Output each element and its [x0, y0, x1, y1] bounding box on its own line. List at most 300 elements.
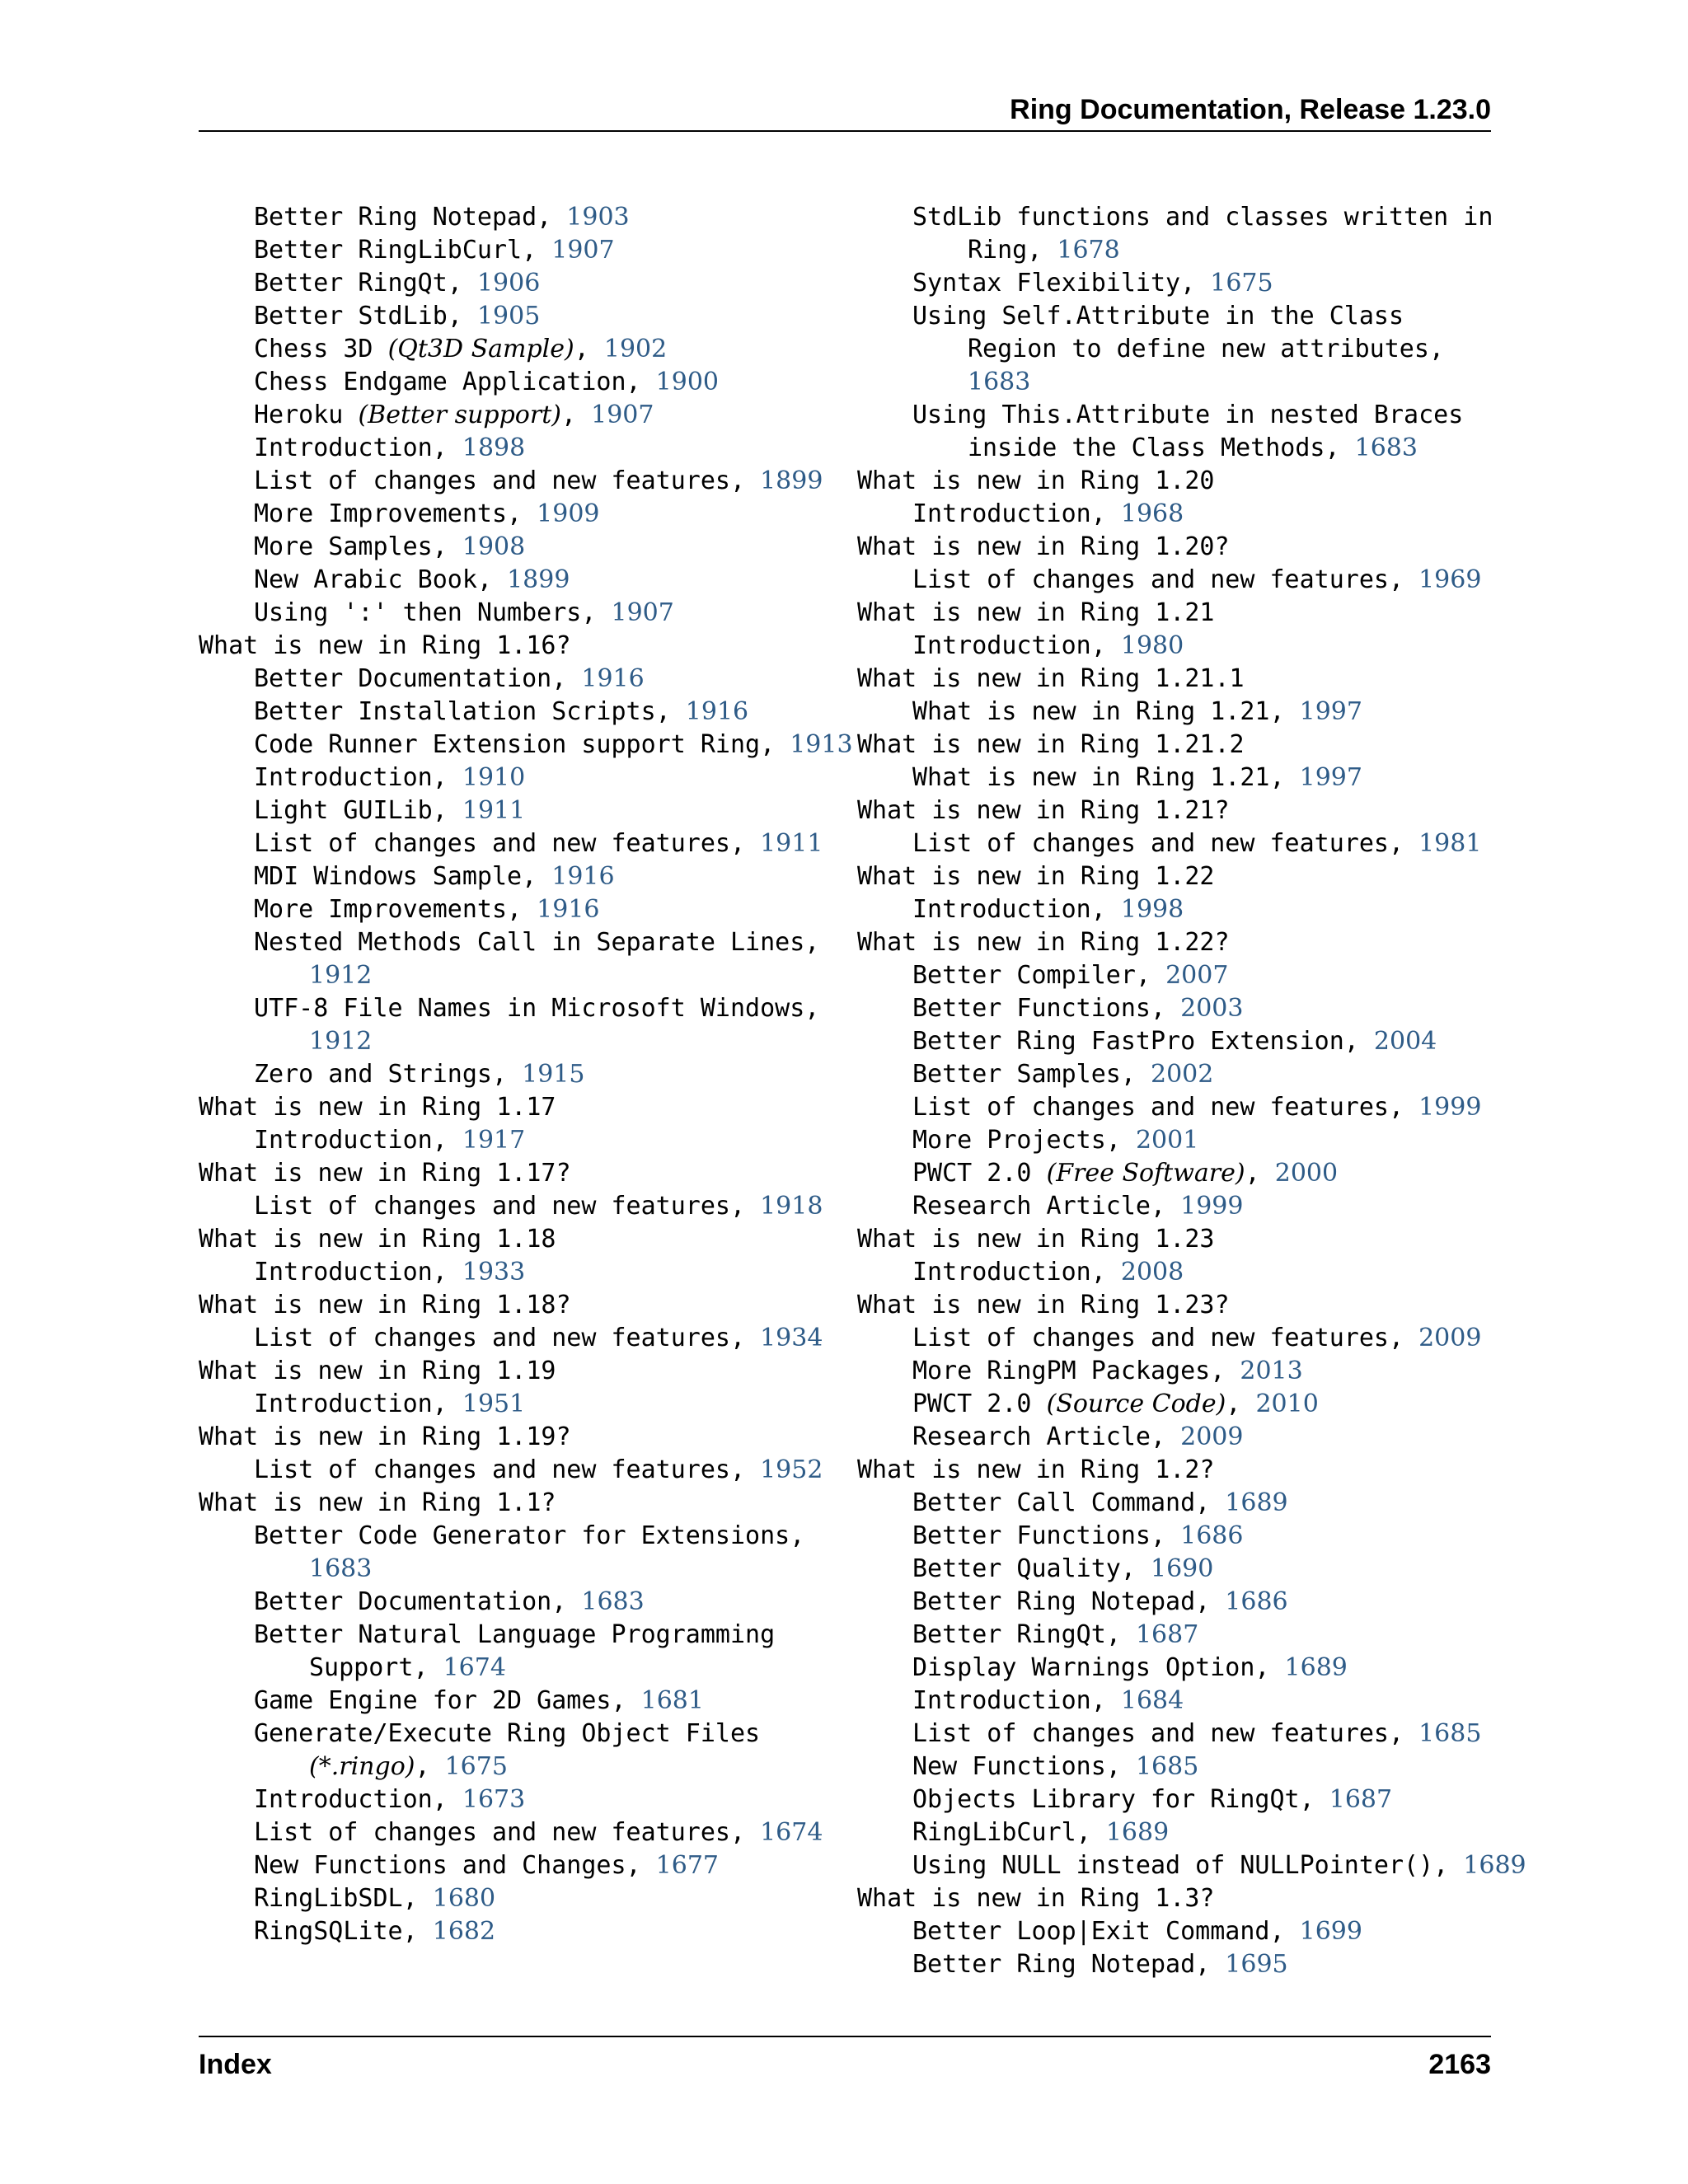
page-reference-link[interactable]: 1907 — [611, 598, 674, 627]
index-line — [857, 201, 1500, 234]
index-term: Better Ring FastPro Extension — [912, 1027, 1344, 1056]
index-subentry — [199, 498, 842, 531]
index-heading-entry — [199, 1223, 842, 1256]
page-reference-link[interactable]: 1916 — [551, 862, 615, 891]
index-term: Introduction — [912, 499, 1091, 528]
index-column-left — [199, 201, 853, 1948]
index-term: What is new in Ring 1.20 — [857, 466, 1215, 495]
index-line — [857, 1289, 1500, 1322]
index-heading-entry — [857, 465, 1500, 498]
index-term: List of changes and new features — [912, 1719, 1389, 1748]
index-line: Better Installation Scripts, 1916 — [254, 697, 749, 726]
page-reference-link[interactable]: 1903 — [566, 203, 630, 232]
page-reference-link[interactable]: 1689 — [1284, 1653, 1348, 1682]
index-heading-entry — [199, 1289, 842, 1322]
index-term: Using This.Attribute in nested Braces — [912, 401, 1464, 429]
index-term: Research Article — [912, 1422, 1151, 1451]
index-line: Better Call Command, 1689 — [912, 1488, 1288, 1517]
index-heading-entry — [199, 1091, 842, 1124]
index-term: More Samples — [254, 532, 433, 561]
index-subentry — [857, 893, 1500, 926]
page-reference-link[interactable]: 1677 — [655, 1851, 720, 1880]
index-line: List of changes and new features, 1981 — [912, 829, 1482, 858]
index-subentry — [199, 762, 842, 794]
index-subentry — [199, 564, 842, 597]
index-line: Using ':' then Numbers, 1907 — [254, 598, 674, 627]
index-subentry — [857, 1849, 1526, 1882]
page-reference-link[interactable]: 2008 — [1120, 1258, 1184, 1286]
index-term: Better Samples — [912, 1060, 1121, 1089]
index-term: Introduction — [912, 1258, 1091, 1286]
page-reference-link[interactable]: 1683 — [309, 1554, 373, 1583]
index-subentry — [199, 926, 842, 992]
page-reference-link[interactable]: 1934 — [760, 1324, 823, 1352]
index-term: Better RingQt — [254, 269, 448, 298]
index-line: Introduction, 1998 — [912, 895, 1184, 924]
index-term: Heroku — [254, 401, 344, 429]
page-reference-link[interactable]: 1687 — [1329, 1785, 1393, 1814]
index-subentry — [857, 696, 1500, 729]
index-subentry — [199, 1816, 842, 1849]
index-term: Research Article — [912, 1192, 1151, 1221]
index-line — [857, 399, 1500, 432]
index-term: What is new in Ring 1.17 — [199, 1093, 556, 1122]
index-line: Better Functions, 2003 — [912, 994, 1244, 1023]
page-reference-link[interactable]: 1683 — [1354, 434, 1418, 462]
index-term: Using NULL instead of NULLPointer() — [912, 1851, 1434, 1880]
index-subentry — [857, 1520, 1500, 1553]
index-term: List of changes and new features — [254, 466, 730, 495]
index-term: What is new in Ring 1.21? — [857, 796, 1230, 825]
index-line: More Samples, 1908 — [254, 532, 526, 561]
index-subentry — [199, 597, 842, 630]
index-subentry — [857, 959, 1500, 992]
index-subentry — [199, 860, 842, 893]
index-term: Introduction — [912, 631, 1091, 660]
index-term: Using ':' then Numbers — [254, 598, 582, 627]
index-line — [857, 1882, 1500, 1915]
index-term: Introduction — [254, 1258, 433, 1286]
index-line — [857, 333, 1500, 366]
index-line: Introduction, 1917 — [254, 1126, 526, 1155]
index-line: Better Compiler, 2007 — [912, 961, 1229, 990]
index-line: Game Engine for 2D Games, 1681 — [254, 1686, 704, 1715]
index-line: List of changes and new features, 1969 — [912, 565, 1482, 594]
page-reference-link[interactable]: 1910 — [462, 763, 526, 792]
page-reference-link[interactable]: 1907 — [551, 236, 615, 265]
index-term: Region to define new attributes, — [968, 335, 1444, 363]
index-line: Better Ring Notepad, 1695 — [912, 1950, 1288, 1979]
index-heading-entry — [857, 597, 1500, 630]
index-heading-entry — [857, 926, 1500, 959]
index-line: RingLibCurl, 1689 — [912, 1818, 1170, 1847]
page-reference-link[interactable]: 1689 — [1225, 1488, 1288, 1517]
index-line: inside the Class Methods, 1683 — [968, 434, 1418, 462]
index-line — [857, 1223, 1500, 1256]
page-reference-link[interactable]: 2009 — [1180, 1422, 1244, 1451]
page-reference-link[interactable]: 1674 — [760, 1818, 823, 1847]
page-reference-link[interactable]: 1695 — [1225, 1950, 1288, 1979]
page-reference-link[interactable]: 2002 — [1151, 1060, 1214, 1089]
index-term: Introduction — [912, 1686, 1091, 1715]
index-subentry — [199, 201, 842, 234]
page-reference-link[interactable]: 2009 — [1418, 1324, 1482, 1352]
index-term: Better Quality — [912, 1554, 1121, 1583]
page-reference-link[interactable]: 1952 — [760, 1455, 823, 1484]
index-line — [199, 1553, 842, 1586]
index-term: Better Functions — [912, 1521, 1151, 1550]
index-subentry — [857, 1190, 1500, 1223]
index-line — [199, 1157, 842, 1190]
page-reference-link[interactable]: 1675 — [1210, 269, 1273, 298]
page-reference-link[interactable]: 1686 — [1225, 1587, 1288, 1616]
index-term: Display Warnings Option — [912, 1653, 1255, 1682]
index-term: What is new in Ring 1.23 — [857, 1225, 1215, 1254]
page-reference-link[interactable]: 1911 — [760, 829, 823, 858]
index-line: Chess 3D (Qt3D Sample), 1902 — [254, 335, 668, 363]
index-subentry — [199, 399, 842, 432]
index-line: Better Quality, 1690 — [912, 1554, 1214, 1583]
page-reference-link[interactable]: 1933 — [462, 1258, 526, 1286]
page-reference-link[interactable]: 1686 — [1180, 1521, 1244, 1550]
index-heading-entry — [199, 630, 842, 663]
index-line: List of changes and new features, 1911 — [254, 829, 823, 858]
index-term: Better RingQt — [912, 1620, 1106, 1649]
index-subentry — [857, 201, 1500, 267]
page-reference-link[interactable]: 1687 — [1135, 1620, 1199, 1649]
index-line: Code Runner Extension support Ring, 1913 — [254, 730, 853, 759]
index-line — [199, 630, 842, 663]
index-subentry — [857, 1619, 1500, 1652]
index-line: List of changes and new features, 1999 — [912, 1093, 1482, 1122]
index-term: PWCT 2.0 — [912, 1390, 1032, 1418]
page-reference-link[interactable]: 1898 — [462, 434, 526, 462]
index-subentry — [857, 1322, 1500, 1355]
index-heading-entry — [857, 729, 1500, 762]
index-term: What is new in Ring 1.21 — [912, 763, 1270, 792]
page-reference-link[interactable]: 1909 — [537, 499, 600, 528]
index-subentry — [199, 234, 842, 267]
page-reference-link[interactable]: 1911 — [462, 796, 526, 825]
index-term: What is new in Ring 1.18 — [199, 1225, 556, 1254]
index-term: What is new in Ring 1.16? — [199, 631, 571, 660]
page-reference-link[interactable]: 2003 — [1180, 994, 1244, 1023]
index-subentry — [857, 992, 1500, 1025]
index-heading-entry — [857, 794, 1500, 827]
index-term: Better Installation Scripts — [254, 697, 656, 726]
index-subentry — [199, 992, 842, 1058]
index-term: Chess Endgame Application — [254, 368, 626, 396]
page-reference-link[interactable]: 1968 — [1120, 499, 1184, 528]
index-line: PWCT 2.0 (Free Software), 2000 — [912, 1159, 1339, 1188]
index-term: Better Ring Notepad — [254, 203, 537, 232]
index-term: What is new in Ring 1.19? — [199, 1422, 571, 1451]
page-reference-link[interactable]: 2001 — [1135, 1126, 1199, 1155]
page-reference-link[interactable]: 1906 — [476, 269, 541, 298]
index-subentry — [857, 1586, 1500, 1619]
index-subentry — [857, 1091, 1500, 1124]
page-reference-link[interactable]: 2004 — [1373, 1027, 1437, 1056]
index-subentry — [199, 1718, 842, 1783]
page-reference-link[interactable]: 1683 — [581, 1587, 645, 1616]
index-line — [857, 465, 1500, 498]
index-subentry — [857, 564, 1500, 597]
index-subentry — [857, 498, 1500, 531]
page-reference-link[interactable]: 1999 — [1418, 1093, 1482, 1122]
index-heading-entry — [857, 663, 1500, 696]
page-reference-link[interactable]: 1915 — [522, 1060, 585, 1089]
index-term: List of changes and new features — [254, 1818, 730, 1847]
index-line: Zero and Strings, 1915 — [254, 1060, 585, 1089]
index-line: Support, 1674 — [309, 1653, 506, 1682]
index-term: Introduction — [912, 895, 1091, 924]
index-term: What is new in Ring 1.21 — [912, 697, 1270, 726]
index-line — [857, 300, 1500, 333]
page-reference-link[interactable]: 1918 — [760, 1192, 823, 1221]
index-column-right — [857, 201, 1526, 1981]
index-subentry — [199, 1783, 842, 1816]
index-term: What is new in Ring 1.19 — [199, 1357, 556, 1385]
index-term: PWCT 2.0 — [912, 1159, 1032, 1188]
index-term: Better Ring Notepad — [912, 1587, 1196, 1616]
index-subentry — [199, 1685, 842, 1718]
page-reference-link[interactable]: 1690 — [1151, 1554, 1214, 1583]
index-term: Light GUILib — [254, 796, 433, 825]
index-term: New Arabic Book — [254, 565, 477, 594]
index-term: New Functions — [912, 1752, 1106, 1781]
index-term: What is new in Ring 1.21 — [857, 598, 1215, 627]
index-line: Better Functions, 1686 — [912, 1521, 1244, 1550]
index-subentry — [199, 1849, 842, 1882]
index-term: What is new in Ring 1.22 — [857, 862, 1215, 891]
index-line: Chess Endgame Application, 1900 — [254, 368, 720, 396]
index-term: Introduction — [254, 1126, 433, 1155]
page-reference-link[interactable]: 1678 — [1057, 236, 1120, 265]
index-line: Better StdLib, 1905 — [254, 302, 541, 330]
page-reference-link[interactable]: 1680 — [432, 1884, 496, 1913]
index-line — [857, 926, 1500, 959]
index-term-note: (Qt3D Sample) — [387, 335, 574, 363]
index-term: StdLib functions and classes written in — [912, 203, 1493, 232]
page-reference-link[interactable]: 1912 — [309, 961, 373, 990]
index-subentry — [199, 1190, 842, 1223]
index-line: PWCT 2.0 (Source Code), 2010 — [912, 1390, 1319, 1418]
page-reference-link[interactable]: 1969 — [1418, 565, 1482, 594]
index-line — [857, 366, 1500, 399]
index-line: Introduction, 1898 — [254, 434, 526, 462]
page-reference-link[interactable]: 1908 — [462, 532, 526, 561]
page-reference-link[interactable]: 1683 — [968, 368, 1031, 396]
index-line: Introduction, 1968 — [912, 499, 1184, 528]
page-reference-link[interactable]: 1980 — [1120, 631, 1184, 660]
index-term: RingLibCurl — [912, 1818, 1076, 1847]
index-line — [857, 860, 1500, 893]
index-term: What is new in Ring 1.17? — [199, 1159, 571, 1188]
index-subentry — [857, 1487, 1500, 1520]
page-reference-link[interactable]: 1997 — [1299, 697, 1362, 726]
index-line: Objects Library for RingQt, 1687 — [912, 1785, 1393, 1814]
index-line — [199, 1355, 842, 1388]
index-line: List of changes and new features, 2009 — [912, 1324, 1482, 1352]
index-line: Better Documentation, 1683 — [254, 1587, 645, 1616]
page-reference-link[interactable]: 1684 — [1120, 1686, 1184, 1715]
index-term: What is new in Ring 1.20? — [857, 532, 1230, 561]
index-term: Introduction — [254, 763, 433, 792]
page-reference-link[interactable]: 1685 — [1135, 1752, 1199, 1781]
page-footer — [199, 2036, 1491, 2087]
index-term: What is new in Ring 1.23? — [857, 1291, 1230, 1319]
index-line: Light GUILib, 1911 — [254, 796, 526, 825]
index-term: Introduction — [254, 434, 433, 462]
page-reference-link[interactable]: 1899 — [507, 565, 570, 594]
index-line: Introduction, 1951 — [254, 1390, 526, 1418]
page-reference-link[interactable]: 1913 — [790, 730, 853, 759]
index-term: Better RingLibCurl — [254, 236, 523, 265]
index-line: New Functions and Changes, 1677 — [254, 1851, 720, 1880]
index-line: MDI Windows Sample, 1916 — [254, 862, 615, 891]
index-line: More Improvements, 1909 — [254, 499, 600, 528]
page-reference-link[interactable]: 1674 — [443, 1653, 506, 1682]
index-term: List of changes and new features — [912, 565, 1389, 594]
page-reference-link[interactable]: 2007 — [1165, 961, 1229, 990]
index-term: Better Compiler — [912, 961, 1136, 990]
index-line — [857, 663, 1500, 696]
index-line — [199, 1421, 842, 1454]
index-heading-entry — [199, 1157, 842, 1190]
index-line: New Functions, 1685 — [912, 1752, 1199, 1781]
index-subentry — [199, 465, 842, 498]
index-term: What is new in Ring 1.3? — [857, 1884, 1215, 1913]
index-line — [199, 1619, 842, 1652]
index-term: Ring — [968, 236, 1028, 265]
page-reference-link[interactable]: 1907 — [591, 401, 654, 429]
index-term-note: (Source Code) — [1046, 1390, 1226, 1418]
page-reference-link[interactable]: 1902 — [603, 335, 668, 363]
index-subentry — [857, 1718, 1500, 1750]
index-line: Ring, 1678 — [968, 236, 1120, 265]
index-line: Better Ring FastPro Extension, 2004 — [912, 1027, 1437, 1056]
index-subentry — [857, 1058, 1500, 1091]
index-line — [199, 926, 842, 959]
page-reference-link[interactable]: 1699 — [1299, 1917, 1362, 1946]
index-term: What is new in Ring 1.21.1 — [857, 664, 1245, 693]
index-line: Better Loop|Exit Command, 1699 — [912, 1917, 1362, 1946]
index-term: List of changes and new features — [912, 1324, 1389, 1352]
index-line — [857, 597, 1500, 630]
index-term: Better Call Command — [912, 1488, 1196, 1517]
index-subentry — [199, 1322, 842, 1355]
page-reference-link[interactable]: 1682 — [432, 1917, 496, 1946]
index-line — [857, 531, 1500, 564]
page-reference-link[interactable]: 1689 — [1105, 1818, 1170, 1847]
index-subentry — [199, 1619, 842, 1685]
index-term: Game Engine for 2D Games — [254, 1686, 612, 1715]
index-subentry — [199, 366, 842, 399]
index-term-note: (Better support) — [358, 401, 561, 429]
index-subentry — [857, 1816, 1500, 1849]
page-reference-link[interactable]: 2013 — [1240, 1357, 1303, 1385]
index-line: Research Article, 2009 — [912, 1422, 1244, 1451]
index-line: List of changes and new features, 1952 — [254, 1455, 823, 1484]
index-line: Syntax Flexibility, 1675 — [912, 269, 1273, 298]
page-number: 2163 — [1428, 2049, 1491, 2080]
page-reference-link[interactable]: 1917 — [462, 1126, 526, 1155]
index-term: Code Runner Extension support Ring — [254, 730, 761, 759]
index-term: List of changes and new features — [254, 1324, 730, 1352]
index-subentry — [857, 1553, 1500, 1586]
page-reference-link[interactable]: 1689 — [1463, 1851, 1526, 1880]
index-subentry — [857, 827, 1500, 860]
index-subentry — [857, 1025, 1500, 1058]
index-term: Zero and Strings — [254, 1060, 492, 1089]
index-line: Introduction, 1980 — [912, 631, 1184, 660]
page-reference-link[interactable]: 1998 — [1120, 895, 1184, 924]
index-subentry — [199, 1388, 842, 1421]
index-subentry — [857, 1750, 1500, 1783]
page-reference-link[interactable]: 1681 — [640, 1686, 704, 1715]
index-term: Nested Methods Call in Separate Lines, — [254, 928, 820, 957]
index-heading-entry — [199, 1487, 842, 1520]
page-reference-link[interactable]: 1997 — [1299, 763, 1362, 792]
index-subentry — [857, 1421, 1500, 1454]
page-reference-link[interactable]: 1900 — [655, 368, 720, 396]
index-line: RingLibSDL, 1680 — [254, 1884, 496, 1913]
page-reference-link[interactable]: 2000 — [1274, 1159, 1339, 1188]
index-line: Using NULL instead of NULLPointer(), 1689 — [912, 1851, 1526, 1880]
index-subentry — [199, 300, 842, 333]
page-reference-link[interactable]: 1685 — [1418, 1719, 1482, 1748]
index-line: What is new in Ring 1.21, 1997 — [912, 763, 1362, 792]
index-line: Introduction, 1684 — [912, 1686, 1184, 1715]
page-reference-link[interactable]: 1981 — [1418, 829, 1482, 858]
index-term: What is new in Ring 1.1? — [199, 1488, 556, 1517]
index-subentry — [199, 893, 842, 926]
page-reference-link[interactable]: 1916 — [685, 697, 749, 726]
index-line: More Improvements, 1916 — [254, 895, 600, 924]
index-line — [857, 729, 1500, 762]
page-reference-link[interactable]: 1916 — [581, 664, 645, 693]
index-subentry — [857, 300, 1500, 399]
index-subentry — [857, 1157, 1500, 1190]
index-term: More Improvements — [254, 499, 508, 528]
index-heading-entry — [857, 1454, 1500, 1487]
page-reference-link[interactable]: 1899 — [760, 466, 823, 495]
index-term: More Projects — [912, 1126, 1106, 1155]
page-reference-link[interactable]: 1912 — [309, 1027, 373, 1056]
index-line: List of changes and new features, 1685 — [912, 1719, 1482, 1748]
index-line: RingSQLite, 1682 — [254, 1917, 496, 1946]
index-line: Introduction, 1673 — [254, 1785, 526, 1814]
document-title: Ring Documentation, Release 1.23.0 — [1010, 94, 1491, 125]
index-line: More Projects, 2001 — [912, 1126, 1199, 1155]
index-subentry — [857, 762, 1500, 794]
page-reference-link[interactable]: 1916 — [537, 895, 600, 924]
page-reference-link[interactable]: 1673 — [462, 1785, 526, 1814]
page-reference-link[interactable]: 1675 — [444, 1752, 508, 1781]
index-line: Better Samples, 2002 — [912, 1060, 1214, 1089]
index-line: List of changes and new features, 1918 — [254, 1192, 823, 1221]
page-reference-link[interactable]: 2010 — [1255, 1390, 1319, 1418]
page-reference-link[interactable]: 1905 — [476, 302, 541, 330]
index-line: Better Documentation, 1916 — [254, 664, 645, 693]
index-line — [199, 1487, 842, 1520]
page-reference-link[interactable]: 1999 — [1180, 1192, 1244, 1221]
index-subentry — [199, 1586, 842, 1619]
index-subentry — [857, 1948, 1500, 1981]
page-reference-link[interactable]: 1951 — [462, 1390, 526, 1418]
index-term: RingSQLite — [254, 1917, 403, 1946]
index-line — [857, 794, 1500, 827]
